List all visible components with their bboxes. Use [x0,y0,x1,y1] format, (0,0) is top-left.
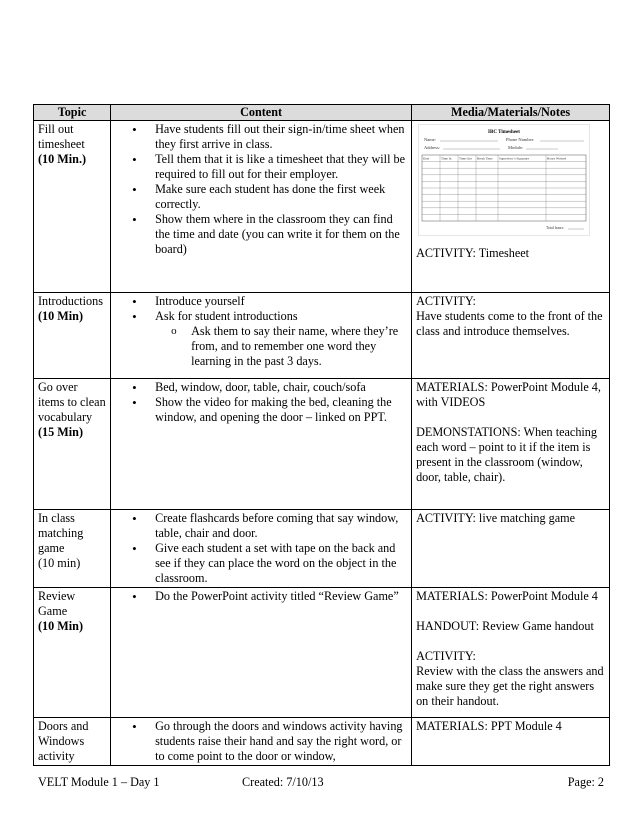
list-item: • Introduce yourself [155,294,407,309]
topic-cell [34,588,111,718]
timesheet-image [418,124,590,236]
table-row [34,588,610,718]
note-line: ACTIVITY: [416,294,476,308]
notes-cell [412,379,610,510]
table-row [34,121,610,293]
timesheet-column-header: Date [423,156,430,161]
list-item: • Give each student a set with tape on the back and see if they can place the word on the object in the classroom. [155,541,407,586]
note-line: DEMONSTATIONS: When teaching each word – point to it if the item is present in the classroom (window, door, table, chair). [416,425,597,484]
content-bullets [115,294,407,369]
timesheet-title: IBC Timesheet [488,130,521,135]
timesheet-thumbnail [418,124,590,236]
list-item: • Show them where in the classroom they can find the time and date (you can write it for them on the board) [155,212,407,257]
table-row [34,293,610,379]
note-line: MATERIALS: PPT Module 4 [416,719,562,733]
timesheet-column-header: Time Out [459,156,472,161]
topic-cell [34,718,111,766]
topic-cell [34,510,111,588]
header-notes: Media/Materials/Notes [412,105,610,121]
header-topic: Topic [34,105,111,121]
content-cell [111,588,412,718]
list-item [155,309,407,369]
content-bullets [115,719,407,764]
notes-cell [412,718,610,766]
topic-text: Doors and Windows activity [38,719,89,763]
list-item: • Show the video for making the bed, cleaning the window, and opening the door – linked on PPT. [155,395,407,425]
content-cell [111,293,412,379]
timesheet-name-label: Name: [424,137,437,142]
timesheet-column-header: Supervisor’s Signature [499,156,530,161]
content-bullets [115,589,407,604]
timesheet-total-label: Total hours: [546,226,565,230]
note-line: ACTIVITY: Timesheet [416,246,530,260]
topic-text: Introductions [38,294,103,308]
table-row [34,379,610,510]
topic-text: Go over items to clean vocabulary [38,380,106,424]
list-item: • Tell them that it is like a timesheet that they will be required to fill out for their employer. [155,152,407,182]
topic-time: (10 Min) [38,619,84,633]
note-line: MATERIALS: PowerPoint Module 4 [416,589,598,603]
timesheet-module-label: Module: [508,145,524,150]
header-content: Content [111,105,412,121]
note-line: MATERIALS: PowerPoint Module 4, with VIDEOS [416,380,601,409]
list-item: • Make sure each student has done the first week correctly. [155,182,407,212]
content-cell [111,121,412,293]
notes-cell [412,293,610,379]
topic-cell [34,293,111,379]
sub-list-item: o Ask them to say their name, where they’re from, and to remember one word they learning in the past 3 days. [191,324,407,369]
topic-cell [34,379,111,510]
list-item: • Have students fill out their sign-in/time sheet when they first arrive in class. [155,122,407,152]
content-bullets [115,380,407,425]
content-cell [111,510,412,588]
notes-cell [412,121,610,293]
footer-module-day: VELT Module 1 – Day 1 [38,775,160,789]
content-cell [111,379,412,510]
topic-time: (10 Min) [38,309,84,323]
footer-created: Created: 7/10/13 [242,775,324,789]
timesheet-phone-label: Phone Number: [506,137,535,142]
timesheet-column-header: Break Time [477,156,493,161]
list-item: • Bed, window, door, table, chair, couch/sofa [155,380,407,395]
topic-time: (15 Min) [38,425,84,439]
list-item: • Go through the doors and windows activity having students raise their hand and say the right word, or to come point to the door or window, [155,719,407,764]
notes-cell [412,510,610,588]
note-line: ACTIVITY: live matching game [416,511,576,525]
page-footer [38,775,604,791]
list-item: • Do the PowerPoint activity titled “Review Game” [155,589,407,604]
notes-cell [412,588,610,718]
topic-text: Fill out timesheet [38,122,85,151]
topic-cell [34,121,111,293]
lesson-plan-table [33,104,610,766]
timesheet-address-label: Address: [424,145,441,150]
list-item: • Create flashcards before coming that say window, table, chair and door. [155,511,407,541]
topic-text: Review Game [38,589,76,618]
note-line: ACTIVITY: [416,649,476,663]
timesheet-column-header: Time In [441,156,452,161]
sub-bullets [155,324,407,369]
topic-time: (10 Min.) [38,152,87,166]
content-bullets [115,511,407,586]
list-item-text: Ask for student introductions [155,309,298,323]
table-header-row [34,105,610,121]
topic-time: (10 min) [38,556,81,570]
note-line: Review with the class the answers and make sure they get the right answers on their handout. [416,664,604,708]
table-row [34,510,610,588]
timesheet-column-header: Hours Worked [547,156,567,161]
table-row [34,718,610,766]
footer-page-number: Page: 2 [567,775,604,789]
content-cell [111,718,412,766]
note-line: Have students come to the front of the class and introduce themselves. [416,309,603,338]
content-bullets [115,122,407,257]
topic-text: In class matching game [38,511,84,555]
note-line: HANDOUT: Review Game handout [416,619,594,633]
